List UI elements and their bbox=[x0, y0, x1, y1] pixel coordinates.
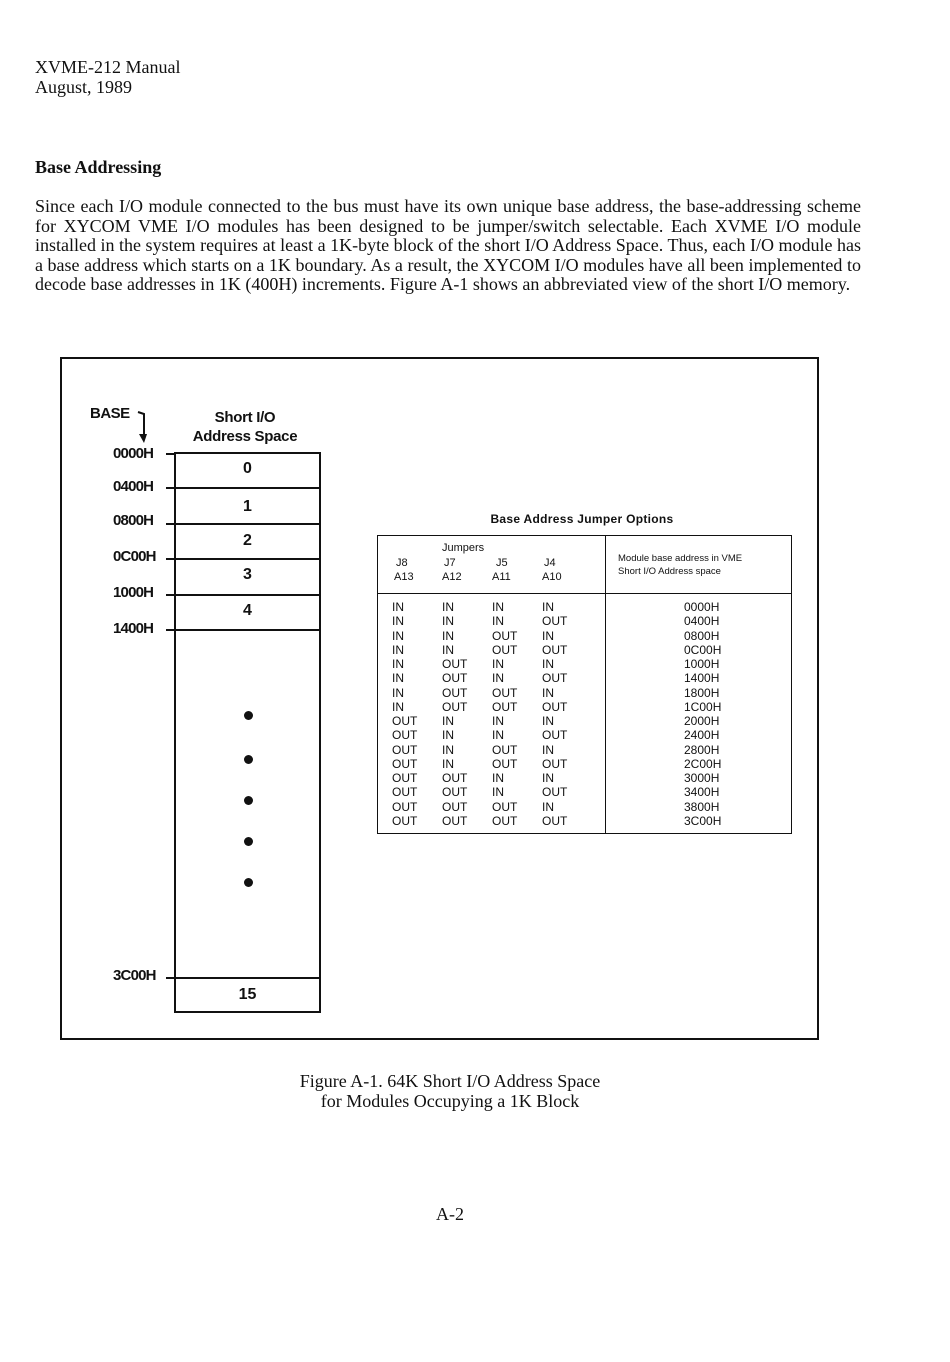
cell-jumper-j7: IN bbox=[442, 756, 454, 771]
block-divider bbox=[176, 594, 319, 596]
cell-jumper-j5: OUT bbox=[492, 628, 518, 643]
col-header-j7: J7 bbox=[444, 557, 456, 569]
address-label-1000H: 1000H bbox=[113, 584, 154, 601]
cell-base-address: 1C00H bbox=[684, 699, 722, 714]
ellipsis-dot-icon bbox=[244, 796, 253, 805]
cell-jumper-j8: OUT bbox=[392, 742, 418, 757]
section-title: Base Addressing bbox=[35, 157, 162, 177]
table-row bbox=[378, 800, 791, 814]
cell-jumper-j8: IN bbox=[392, 671, 404, 686]
cell-jumper-j8: IN bbox=[392, 657, 404, 671]
memory-column bbox=[174, 452, 321, 1013]
cell-jumper-j5: IN bbox=[492, 657, 504, 671]
manual-title: XVME-212 Manual bbox=[35, 57, 181, 77]
cell-jumper-j5: OUT bbox=[492, 799, 518, 814]
address-space-title bbox=[175, 408, 315, 446]
cell-jumper-j5: IN bbox=[492, 614, 504, 629]
address-col-header-line1: Module base address in VME bbox=[618, 553, 743, 564]
address-col-header bbox=[618, 552, 742, 578]
address-tick bbox=[166, 558, 174, 560]
cell-jumper-j5: IN bbox=[492, 728, 504, 743]
cell-jumper-j8: OUT bbox=[392, 785, 418, 800]
cell-jumper-j7: IN bbox=[442, 742, 454, 757]
address-label-3C00H: 3C00H bbox=[113, 967, 156, 984]
cell-base-address: 1800H bbox=[684, 685, 720, 700]
block-divider bbox=[176, 487, 319, 489]
block-divider bbox=[176, 977, 319, 979]
cell-jumper-j8: IN bbox=[392, 699, 404, 714]
cell-jumper-j4: IN bbox=[542, 799, 554, 814]
table-row bbox=[378, 614, 791, 628]
cell-jumper-j5: OUT bbox=[492, 699, 518, 714]
cell-jumper-j7: OUT bbox=[442, 671, 468, 686]
cell-jumper-j8: OUT bbox=[392, 728, 418, 743]
address-tick bbox=[166, 977, 174, 979]
cell-jumper-j4: OUT bbox=[542, 785, 568, 800]
cell-base-address: 3800H bbox=[684, 799, 720, 814]
cell-jumper-j7: OUT bbox=[442, 685, 468, 700]
cell-jumper-j5: OUT bbox=[492, 642, 518, 657]
cell-jumper-j4: IN bbox=[542, 628, 554, 643]
cell-jumper-j5: IN bbox=[492, 600, 504, 614]
cell-jumper-j7: IN bbox=[442, 614, 454, 629]
jumper-table-title: Base Address Jumper Options bbox=[490, 512, 674, 526]
cell-jumper-j4: OUT bbox=[542, 614, 568, 629]
col-header-a13: A13 bbox=[394, 571, 414, 583]
cell-jumper-j8: OUT bbox=[392, 813, 418, 828]
address-label-0C00H: 0C00H bbox=[113, 548, 156, 565]
table-row bbox=[378, 657, 791, 671]
cell-jumper-j7: IN bbox=[442, 728, 454, 743]
table-row bbox=[378, 814, 791, 828]
cell-base-address: 3C00H bbox=[684, 813, 722, 828]
cell-jumper-j4: OUT bbox=[542, 671, 568, 686]
cell-jumper-j8: OUT bbox=[392, 799, 418, 814]
address-tick bbox=[166, 453, 174, 455]
ellipsis-dot-icon bbox=[244, 711, 253, 720]
cell-jumper-j8: IN bbox=[392, 642, 404, 657]
table-row bbox=[378, 785, 791, 799]
figure-caption-line1: Figure A-1. 64K Short I/O Address Space bbox=[299, 1071, 601, 1091]
cell-jumper-j8: IN bbox=[392, 614, 404, 629]
address-tick bbox=[166, 487, 174, 489]
cell-jumper-j7: IN bbox=[442, 714, 454, 728]
table-row bbox=[378, 771, 791, 785]
table-row bbox=[378, 757, 791, 771]
table-row bbox=[378, 643, 791, 657]
manual-date: August, 1989 bbox=[35, 77, 133, 97]
cell-base-address: 2000H bbox=[684, 714, 720, 728]
cell-jumper-j4: IN bbox=[542, 685, 554, 700]
body-paragraph: Since each I/O module connected to the bus must have its own unique base address, the base-addressing scheme for XYCOM VME I/O modules has been designed to be jumper/switch selectable. Each XVME I/O module installed in the system requires at least a 1K-byte block of the short I/O Address Space. Thus, each I/O module has a base address which starts on a 1K boundary. As a result, the XYCOM I/O modules have all been implemented to decode base addresses in 1K (400H) increments. Figure A-1 shows an abbreviated view of the short I/O memory. bbox=[35, 196, 861, 295]
cell-jumper-j4: IN bbox=[542, 742, 554, 757]
cell-jumper-j4: OUT bbox=[542, 728, 568, 743]
cell-jumper-j4: IN bbox=[542, 714, 554, 728]
jumpers-header: Jumpers bbox=[442, 542, 485, 554]
cell-jumper-j7: OUT bbox=[442, 699, 468, 714]
address-tick bbox=[166, 523, 174, 525]
address-space-title-line1: Short I/O bbox=[214, 409, 276, 426]
cell-jumper-j7: IN bbox=[442, 600, 454, 614]
figure-caption-line2: for Modules Occupying a 1K Block bbox=[320, 1091, 580, 1111]
page-number: A-2 bbox=[436, 1204, 464, 1224]
address-label-0400H: 0400H bbox=[113, 478, 154, 495]
block-label-1: 1 bbox=[243, 498, 252, 515]
cell-base-address: 0800H bbox=[684, 628, 720, 643]
ellipsis-dot-icon bbox=[244, 878, 253, 887]
cell-jumper-j4: OUT bbox=[542, 699, 568, 714]
table-row bbox=[378, 600, 791, 614]
cell-jumper-j7: IN bbox=[442, 642, 454, 657]
cell-base-address: 0C00H bbox=[684, 642, 722, 657]
col-header-a11: A11 bbox=[492, 571, 511, 583]
block-label-15: 15 bbox=[238, 986, 257, 1003]
address-tick bbox=[166, 629, 174, 631]
cell-jumper-j5: IN bbox=[492, 771, 504, 785]
cell-jumper-j7: OUT bbox=[442, 657, 468, 671]
table-row bbox=[378, 728, 791, 742]
cell-base-address: 1000H bbox=[684, 657, 720, 671]
col-header-a12: A12 bbox=[442, 571, 462, 583]
cell-jumper-j5: IN bbox=[492, 671, 504, 686]
cell-jumper-j4: IN bbox=[542, 771, 554, 785]
cell-jumper-j8: IN bbox=[392, 685, 404, 700]
cell-base-address: 3000H bbox=[684, 771, 720, 785]
cell-jumper-j7: OUT bbox=[442, 785, 468, 800]
address-label-0000H: 0000H bbox=[113, 445, 154, 462]
cell-base-address: 2800H bbox=[684, 742, 720, 757]
cell-base-address: 2400H bbox=[684, 728, 720, 743]
cell-base-address: 0400H bbox=[684, 614, 720, 629]
jumper-table bbox=[377, 535, 792, 834]
address-tick bbox=[166, 594, 174, 596]
cell-jumper-j8: OUT bbox=[392, 714, 418, 728]
cell-jumper-j4: OUT bbox=[542, 813, 568, 828]
base-arrow-icon bbox=[136, 410, 148, 444]
block-label-4: 4 bbox=[243, 602, 252, 619]
cell-jumper-j7: OUT bbox=[442, 813, 468, 828]
cell-jumper-j5: OUT bbox=[492, 685, 518, 700]
cell-jumper-j7: OUT bbox=[442, 771, 468, 785]
cell-base-address: 3400H bbox=[684, 785, 720, 800]
figure-caption bbox=[200, 1071, 700, 1111]
table-row bbox=[378, 700, 791, 714]
table-header-divider bbox=[378, 593, 791, 594]
cell-jumper-j4: OUT bbox=[542, 642, 568, 657]
address-col-header-line2: Short I/O Address space bbox=[618, 566, 721, 577]
cell-jumper-j5: OUT bbox=[492, 742, 518, 757]
table-row bbox=[378, 714, 791, 728]
cell-jumper-j8: IN bbox=[392, 600, 404, 614]
cell-jumper-j4: OUT bbox=[542, 756, 568, 771]
cell-jumper-j7: OUT bbox=[442, 799, 468, 814]
cell-jumper-j4: IN bbox=[542, 600, 554, 614]
block-label-3: 3 bbox=[243, 566, 252, 583]
col-header-j8: J8 bbox=[396, 557, 408, 569]
block-label-0: 0 bbox=[243, 460, 252, 477]
cell-base-address: 2C00H bbox=[684, 756, 722, 771]
block-divider bbox=[176, 523, 319, 525]
document-header bbox=[35, 57, 180, 97]
base-label: BASE bbox=[90, 405, 130, 422]
col-header-j4: J4 bbox=[544, 557, 556, 569]
cell-jumper-j8: IN bbox=[392, 628, 404, 643]
cell-base-address: 1400H bbox=[684, 671, 720, 686]
col-header-a10: A10 bbox=[542, 571, 562, 583]
block-divider bbox=[176, 558, 319, 560]
block-divider bbox=[176, 629, 319, 631]
block-label-2: 2 bbox=[243, 532, 252, 549]
address-space-title-line2: Address Space bbox=[192, 428, 298, 445]
cell-base-address: 0000H bbox=[684, 600, 720, 614]
cell-jumper-j5: IN bbox=[492, 785, 504, 800]
table-row bbox=[378, 743, 791, 757]
cell-jumper-j4: IN bbox=[542, 657, 554, 671]
table-row bbox=[378, 686, 791, 700]
address-label-0800H: 0800H bbox=[113, 512, 154, 529]
table-row bbox=[378, 629, 791, 643]
cell-jumper-j5: OUT bbox=[492, 813, 518, 828]
table-row bbox=[378, 671, 791, 685]
cell-jumper-j5: OUT bbox=[492, 756, 518, 771]
cell-jumper-j5: IN bbox=[492, 714, 504, 728]
cell-jumper-j7: IN bbox=[442, 628, 454, 643]
address-label-1400H: 1400H bbox=[113, 620, 154, 637]
ellipsis-dot-icon bbox=[244, 837, 253, 846]
col-header-j5: J5 bbox=[496, 557, 508, 569]
ellipsis-dot-icon bbox=[244, 755, 253, 764]
cell-jumper-j8: OUT bbox=[392, 756, 418, 771]
cell-jumper-j8: OUT bbox=[392, 771, 418, 785]
